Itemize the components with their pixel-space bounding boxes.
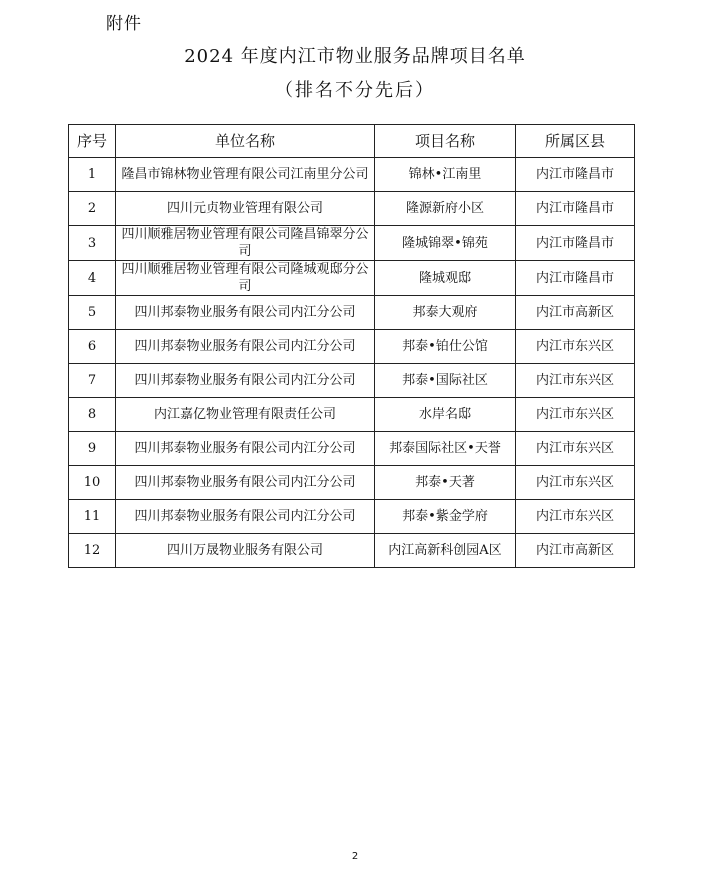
annex-label: 附件 — [106, 14, 142, 34]
table-row — [69, 192, 635, 226]
row-district: 内江市隆昌市 — [516, 261, 635, 296]
row-index: 1 — [69, 158, 116, 192]
row-project: 隆城观邸 — [375, 261, 516, 296]
row-project: 邦泰•紫金学府 — [375, 500, 516, 534]
table-row — [69, 330, 635, 364]
table-row — [69, 398, 635, 432]
table-row — [69, 364, 635, 398]
row-district: 内江市高新区 — [516, 296, 635, 330]
row-district: 内江市东兴区 — [516, 500, 635, 534]
row-company: 内江嘉亿物业管理有限责任公司 — [116, 398, 375, 432]
row-company: 四川邦泰物业服务有限公司内江分公司 — [116, 432, 375, 466]
row-project: 邦泰•天著 — [375, 466, 516, 500]
table-row — [69, 534, 635, 568]
row-index: 4 — [69, 261, 116, 296]
table-row — [69, 432, 635, 466]
table-row — [69, 466, 635, 500]
row-project: 邦泰国际社区•天誉 — [375, 432, 516, 466]
table-row — [69, 226, 635, 261]
row-district: 内江市东兴区 — [516, 466, 635, 500]
row-district: 内江市东兴区 — [516, 364, 635, 398]
table-row — [69, 500, 635, 534]
row-index: 9 — [69, 432, 116, 466]
row-index: 5 — [69, 296, 116, 330]
row-company: 四川元贞物业管理有限公司 — [116, 192, 375, 226]
row-company: 四川邦泰物业服务有限公司内江分公司 — [116, 466, 375, 500]
row-index: 8 — [69, 398, 116, 432]
row-index: 10 — [69, 466, 116, 500]
row-company: 四川顺雅居物业管理有限公司隆城观邸分公司 — [116, 261, 375, 296]
header-company: 单位名称 — [116, 125, 375, 158]
row-district: 内江市隆昌市 — [516, 192, 635, 226]
row-district: 内江市东兴区 — [516, 432, 635, 466]
table-row — [69, 158, 635, 192]
header-project: 项目名称 — [375, 125, 516, 158]
table-header-row — [69, 125, 635, 158]
page-number: 2 — [351, 851, 359, 862]
row-district: 内江市隆昌市 — [516, 226, 635, 261]
row-project: 内江高新科创园A区 — [375, 534, 516, 568]
row-company: 四川邦泰物业服务有限公司内江分公司 — [116, 296, 375, 330]
row-project: 锦林•江南里 — [375, 158, 516, 192]
row-company: 四川邦泰物业服务有限公司内江分公司 — [116, 364, 375, 398]
row-index: 12 — [69, 534, 116, 568]
row-company: 四川万晟物业服务有限公司 — [116, 534, 375, 568]
row-district: 内江市东兴区 — [516, 398, 635, 432]
row-project: 隆源新府小区 — [375, 192, 516, 226]
header-district: 所属区县 — [516, 125, 635, 158]
row-project: 邦泰大观府 — [375, 296, 516, 330]
row-project: 邦泰•国际社区 — [375, 364, 516, 398]
brand-project-table — [68, 124, 635, 568]
row-index: 6 — [69, 330, 116, 364]
row-project: 水岸名邸 — [375, 398, 516, 432]
table-body — [69, 158, 635, 568]
row-company: 四川邦泰物业服务有限公司内江分公司 — [116, 500, 375, 534]
row-index: 11 — [69, 500, 116, 534]
table-row — [69, 261, 635, 296]
row-district: 内江市东兴区 — [516, 330, 635, 364]
header-index: 序号 — [69, 125, 116, 158]
row-index: 2 — [69, 192, 116, 226]
row-company: 四川顺雅居物业管理有限公司隆昌锦翠分公司 — [116, 226, 375, 261]
row-district: 内江市高新区 — [516, 534, 635, 568]
row-project: 邦泰•铂仕公馆 — [375, 330, 516, 364]
document-title: 2024 年度内江市物业服务品牌项目名单 — [184, 46, 526, 67]
table-row — [69, 296, 635, 330]
row-company: 隆昌市锦林物业管理有限公司江南里分公司 — [116, 158, 375, 192]
row-index: 3 — [69, 226, 116, 261]
row-district: 内江市隆昌市 — [516, 158, 635, 192]
row-company: 四川邦泰物业服务有限公司内江分公司 — [116, 330, 375, 364]
row-index: 7 — [69, 364, 116, 398]
document-subtitle: （排名不分先后） — [275, 80, 435, 101]
row-project: 隆城锦翠•锦苑 — [375, 226, 516, 261]
